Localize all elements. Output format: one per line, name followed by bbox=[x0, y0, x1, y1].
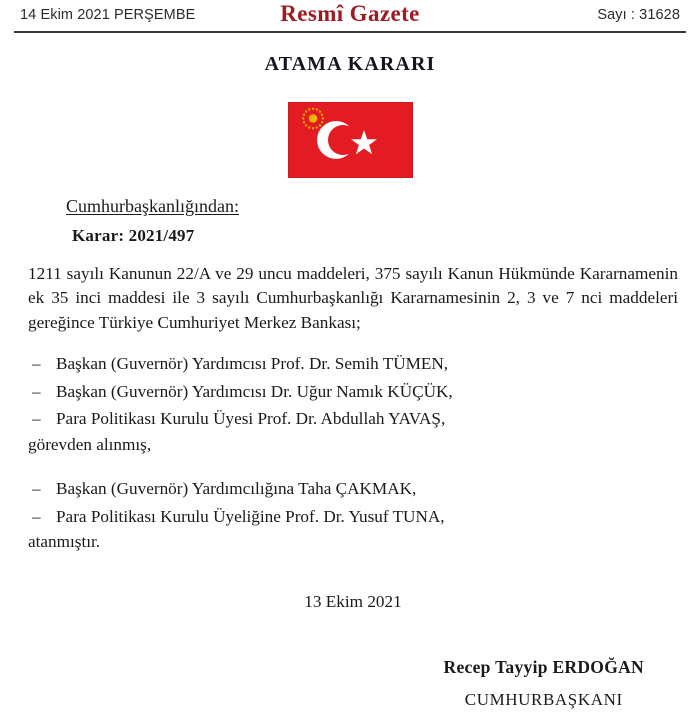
decision-number: Karar: 2021/497 bbox=[72, 226, 195, 245]
appointment-list bbox=[28, 477, 678, 529]
appointment-closing: atanmıştır. bbox=[28, 531, 101, 551]
signature-block bbox=[444, 657, 644, 710]
dismissal-list bbox=[28, 352, 678, 431]
gazette-date: 14 Ekim 2021 PERŞEMBE bbox=[20, 7, 196, 23]
masthead-divider bbox=[14, 31, 686, 33]
emblem-container bbox=[0, 102, 700, 178]
section-spacer bbox=[28, 457, 678, 473]
list-item: – Para Politikası Kurulu Üyeliğine Prof. Dr. Yusuf TUNA, bbox=[28, 505, 678, 529]
list-item: – Başkan (Guvernör) Yardımcısı Prof. Dr. Semih TÜMEN, bbox=[28, 352, 678, 376]
masthead bbox=[0, 0, 700, 30]
gazette-issue-number: Sayı : 31628 bbox=[597, 7, 680, 23]
issuing-authority: Cumhurbaşkanlığından: bbox=[66, 196, 239, 216]
signatory-name: Recep Tayyip ERDOĞAN bbox=[443, 657, 644, 677]
turkish-presidential-flag-icon bbox=[288, 102, 413, 178]
document-body bbox=[0, 196, 700, 612]
gazette-title: Resmî Gazete bbox=[280, 1, 420, 26]
legal-basis-paragraph: 1211 sayılı Kanunun 22/A ve 29 uncu maddeleri, 375 sayılı Kanun Hükmünde Kararnamenin ek 35 inci maddesi ile 3 sayılı Cumhurbaşkanlığı Kararnamesinin 2, 3 ve 7 nci maddeleri gereğince Türkiye Cumhuriyet Merkez Bankası; bbox=[28, 264, 678, 332]
decision-date: 13 Ekim 2021 bbox=[304, 592, 402, 612]
list-item: – Başkan (Guvernör) Yardımcısı Dr. Uğur Namık KÜÇÜK, bbox=[28, 380, 678, 404]
signatory-title: CUMHURBAŞKANI bbox=[464, 690, 623, 709]
issuing-authority-line bbox=[28, 196, 678, 217]
list-item: – Para Politikası Kurulu Üyesi Prof. Dr. Abdullah YAVAŞ, bbox=[28, 407, 678, 431]
dismissal-closing: görevden alınmış, bbox=[28, 434, 152, 454]
list-item: – Başkan (Guvernör) Yardımcılığına Taha ÇAKMAK, bbox=[28, 477, 678, 501]
page-title: ATAMA KARARI bbox=[264, 53, 436, 75]
